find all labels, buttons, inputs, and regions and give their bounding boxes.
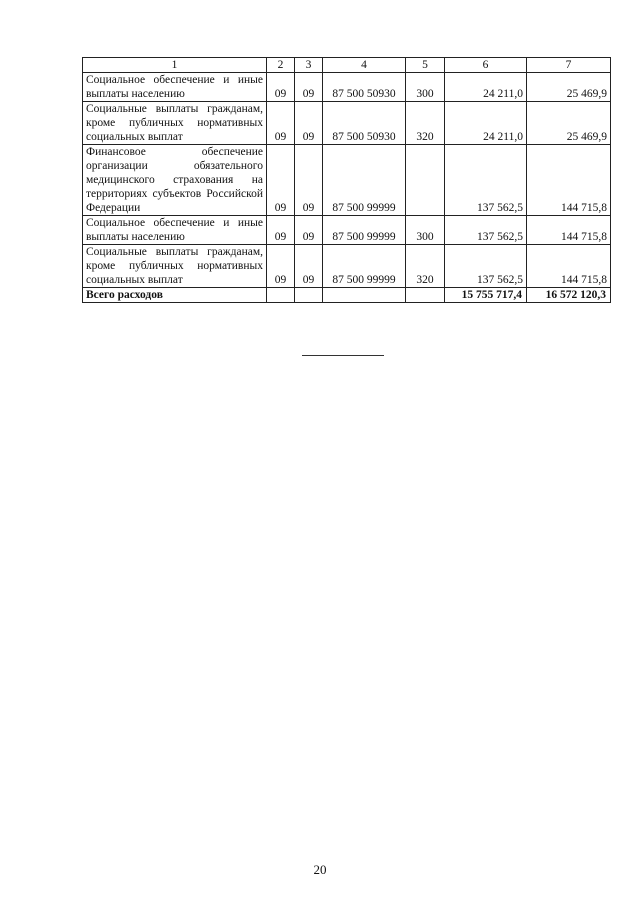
amount-col6: 137 562,5: [445, 145, 527, 216]
table-row: [83, 102, 611, 145]
total-col7: 16 572 120,3: [527, 288, 611, 303]
table-header-row: [83, 58, 611, 73]
column-header-3: 3: [295, 58, 323, 73]
amount-col7: 144 715,8: [527, 245, 611, 288]
amount-col6: 137 562,5: [445, 245, 527, 288]
column-header-1: 1: [83, 58, 267, 73]
page-number: 20: [313, 862, 327, 877]
total-label: Всего расходов: [83, 288, 267, 303]
target-article-code: 87 500 99999: [323, 245, 406, 288]
table-row: [83, 73, 611, 102]
subsection-code: 09: [295, 245, 323, 288]
subsection-code: 09: [295, 73, 323, 102]
column-header-7: 7: [527, 58, 611, 73]
table-row: [83, 216, 611, 245]
expense-type-code: [406, 145, 445, 216]
amount-col7: 144 715,8: [527, 145, 611, 216]
expenditure-table: [82, 57, 611, 303]
column-header-2: 2: [267, 58, 295, 73]
expense-type-code: 320: [406, 102, 445, 145]
table-row: [83, 145, 611, 216]
amount-col7: 25 469,9: [527, 73, 611, 102]
total-row: [83, 288, 611, 303]
end-of-table-rule: [302, 355, 384, 356]
column-header-5: 5: [406, 58, 445, 73]
target-article-code: 87 500 99999: [323, 216, 406, 245]
target-article-code: 87 500 50930: [323, 73, 406, 102]
row-name: Социальное обеспечение и иные выплаты населению: [83, 216, 267, 245]
section-code: 09: [267, 102, 295, 145]
total-col6: 15 755 717,4: [445, 288, 527, 303]
target-article-code: 87 500 50930: [323, 102, 406, 145]
column-header-6: 6: [445, 58, 527, 73]
target-article-code: 87 500 99999: [323, 145, 406, 216]
amount-col6: 24 211,0: [445, 73, 527, 102]
expense-type-code: 300: [406, 73, 445, 102]
amount-col6: 24 211,0: [445, 102, 527, 145]
section-code: 09: [267, 145, 295, 216]
empty-cell: [295, 288, 323, 303]
amount-col6: 137 562,5: [445, 216, 527, 245]
empty-cell: [406, 288, 445, 303]
subsection-code: 09: [295, 145, 323, 216]
expense-type-code: 320: [406, 245, 445, 288]
row-name: Социальные выплаты гражданам, кроме публичных нормативных социальных выплат: [83, 245, 267, 288]
section-code: 09: [267, 216, 295, 245]
empty-cell: [323, 288, 406, 303]
section-code: 09: [267, 73, 295, 102]
expense-type-code: 300: [406, 216, 445, 245]
empty-cell: [267, 288, 295, 303]
subsection-code: 09: [295, 216, 323, 245]
table-row: [83, 245, 611, 288]
amount-col7: 144 715,8: [527, 216, 611, 245]
row-name: Финансовое обеспечение организации обязательного медицинского страхования на территориях субъектов Российской Федерации: [83, 145, 267, 216]
section-code: 09: [267, 245, 295, 288]
row-name: Социальные выплаты гражданам, кроме публичных нормативных социальных выплат: [83, 102, 267, 145]
column-header-4: 4: [323, 58, 406, 73]
subsection-code: 09: [295, 102, 323, 145]
row-name: Социальное обеспечение и иные выплаты населению: [83, 73, 267, 102]
amount-col7: 25 469,9: [527, 102, 611, 145]
